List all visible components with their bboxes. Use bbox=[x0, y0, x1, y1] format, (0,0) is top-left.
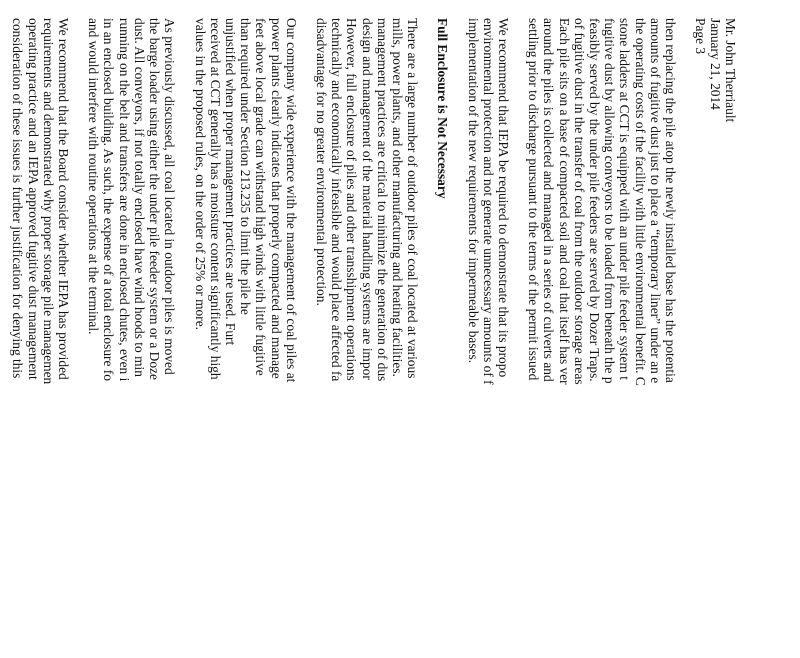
text-line: disadvantage for no greater environmental protection. bbox=[313, 18, 329, 306]
text-line: We recommend that IEPA be required to demonstrate that its propo bbox=[495, 18, 511, 378]
text-line: consideration of these issues is further justification for denying this bbox=[10, 18, 26, 379]
text-line: stone ladders at CCT is equipped with an under pile feeder system t bbox=[617, 18, 633, 380]
text-line: values in the proposed rules, on the order of 25% or more. bbox=[192, 18, 208, 330]
text-line: feet above local grade can withstand high winds with little fugitive bbox=[253, 18, 269, 376]
text-line: We recommend that the Board consider whether IEPA has provided bbox=[56, 18, 72, 380]
text-line: the barge loader using either the under pile feeder system or a Doze bbox=[147, 18, 163, 380]
text-line: management practices are critical to minimize the generation of dus bbox=[374, 18, 390, 382]
text-line: received at CCT generally has a moisture content significantly high bbox=[207, 18, 223, 380]
text-line: Each pile sits on a base of compacted soil and coal that itself has ver bbox=[556, 18, 572, 385]
text-line: of fugitive dust in the transfer of coal from the outdoor storage areas bbox=[571, 18, 587, 385]
text-line: than required under Section 213.235 to limit the pile he bbox=[238, 18, 254, 315]
text-line: fugitive dust by allowing conveyors to be loaded from beneath the p bbox=[602, 18, 618, 384]
text-line: power plants clearly indicates that properly compacted and manage bbox=[268, 18, 284, 379]
text-line: settling prior to discharge pursuant to the terms of the permit issued bbox=[526, 18, 542, 381]
text-line: then replacing the pile atop the newly installed base has the potentia bbox=[663, 18, 678, 383]
text-line: technically and economically infeasible and would place affected fa bbox=[329, 18, 345, 382]
paragraph bbox=[86, 18, 177, 658]
letter-body bbox=[10, 18, 738, 658]
text-line: implementation of the new requirements for impermeable bases. bbox=[465, 18, 481, 364]
paragraph bbox=[10, 18, 71, 658]
text-line: There are a large number of outdoor piles of coal located at various bbox=[405, 18, 421, 379]
text-line: dust. All conveyors, if not totally enclosed have wind hoods to min bbox=[131, 18, 147, 377]
paragraph bbox=[526, 18, 678, 658]
text-line: design and management of the material handling systems are impor bbox=[359, 18, 375, 380]
text-line: running on the belt and transfers are done in enclosed chutes, even i bbox=[116, 18, 132, 382]
page-number: Page 3 bbox=[693, 18, 708, 55]
text-line: requirements and demonstrated why proper storage pile managemen bbox=[40, 18, 56, 385]
text-line: amounts of fugitive dust just to place a “temporary liner” under an e bbox=[647, 18, 663, 384]
paragraph bbox=[192, 18, 298, 658]
text-line: environmental protection and not generate unnecessary amounts of f bbox=[480, 18, 496, 385]
text-line: However, full enclosure of piles and other transshipment operations bbox=[344, 18, 360, 381]
text-line: around the piles is collected and managed in a series of culverts and bbox=[541, 18, 557, 382]
letter-header bbox=[693, 18, 738, 658]
text-line: As previously discussed, all coal located in outdoor piles is moved bbox=[162, 18, 178, 375]
text-line: the operating costs of the facility with little environmental benefit. C bbox=[632, 18, 648, 386]
text-line: operating practice and an IEPA approved fugitive dust management bbox=[25, 18, 41, 380]
text-line: and would interfere with routine operations at the terminal. bbox=[86, 18, 102, 335]
section-heading: Full Enclosure is Not Necessary bbox=[435, 18, 451, 199]
text-line: feasibly served by the under pile feeders are served by Dozer Traps. bbox=[586, 18, 602, 382]
text-line: Our company wide experience with the management of coal piles at bbox=[283, 18, 299, 383]
text-line: unjustified when proper management practices are used. Furt bbox=[222, 18, 238, 346]
text-line: in an enclosed building. As such, the expense of a total enclosure fo bbox=[101, 18, 117, 381]
recipient-name: Mr. John Therriault bbox=[723, 18, 738, 123]
letter-date: January 21, 2014 bbox=[708, 18, 723, 110]
text-line: mills, power plants, and other manufacturing and heating facilities. bbox=[389, 18, 405, 377]
paragraph bbox=[465, 18, 511, 658]
paragraph bbox=[314, 18, 420, 658]
